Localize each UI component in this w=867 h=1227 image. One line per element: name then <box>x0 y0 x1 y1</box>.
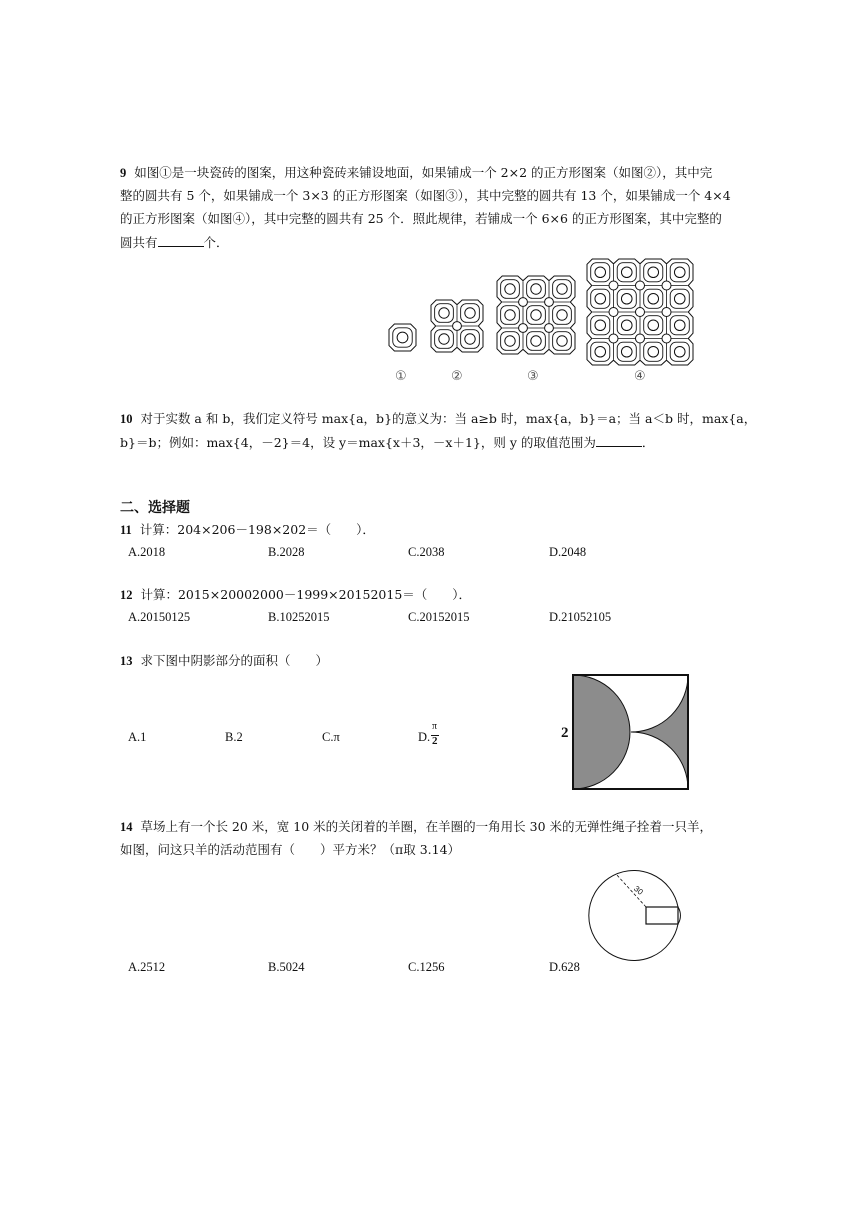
q13-question: 13 求下图中阴影部分的面积（ ） <box>120 653 328 668</box>
right-curved-region <box>631 675 688 789</box>
q14-option-b[interactable]: B.5024 <box>268 960 305 974</box>
q11-option-a[interactable]: A.2018 <box>128 545 166 559</box>
tile-circle <box>648 293 659 304</box>
q14-number: 14 <box>120 820 133 834</box>
tile-circle <box>505 284 515 294</box>
sheep-pen <box>646 907 678 924</box>
q11-option-c[interactable]: C.2038 <box>408 545 445 559</box>
tile-circle <box>557 336 567 346</box>
tile-grid-1x1 <box>389 324 416 351</box>
section-title: 二、选择题 <box>120 500 190 516</box>
q12-option-d[interactable]: D.21052105 <box>549 610 612 624</box>
figure-caption-3: ③ <box>527 369 539 384</box>
q9-line3: 的正方形图案（如图④），其中完整的圆共有 25 个．照此规律，若铺成一个 6×6 的正方形图案，其中完整的 <box>120 211 722 226</box>
q13-option-b[interactable]: B.2 <box>225 730 243 744</box>
tile-circle <box>621 320 632 331</box>
joint-circle <box>635 334 644 343</box>
tile-grid-3x3 <box>497 276 575 354</box>
tile-circle <box>505 336 515 346</box>
tile-circle <box>531 310 541 320</box>
q9-line1: 9 如图①是一块瓷砖的图案，用这种瓷砖来铺设地面，如果铺成一个 2×2 的正方形图案（如图②），其中完 <box>120 165 713 180</box>
tile-circle <box>531 284 541 294</box>
tile-circle <box>621 293 632 304</box>
joint-circle <box>662 307 671 316</box>
q10-number: 10 <box>120 412 133 426</box>
tile-circle <box>595 320 606 331</box>
left-half-disc <box>573 675 630 789</box>
tile-circle <box>557 310 567 320</box>
joint-circle <box>519 298 528 307</box>
figure-caption-1: ① <box>395 369 407 384</box>
q11-option-b[interactable]: B.2028 <box>268 545 305 559</box>
q9-line4: 圆共有 个． <box>120 235 229 250</box>
q14-option-d[interactable]: D.628 <box>549 960 580 974</box>
q12-option-a[interactable]: A.20150125 <box>128 610 191 624</box>
q11-number: 11 <box>120 523 132 537</box>
joint-circle <box>545 298 554 307</box>
tile-circle <box>674 320 685 331</box>
q10-line1: 10 对于实数 a 和 b，我们定义符号 max{a，b}的意义为：当 a≥b 时，max{a，b}＝a；当 a＜b 时，max{a， <box>120 411 757 426</box>
tile-circle <box>648 320 659 331</box>
joint-circle <box>635 307 644 316</box>
square-side-label: 2 <box>561 725 569 741</box>
joint-circle <box>519 324 528 333</box>
tile-circle <box>439 308 449 318</box>
tile-circle <box>674 346 685 357</box>
shaded-square-figure <box>572 674 690 790</box>
tile-circle <box>557 284 567 294</box>
tile-grid-2x2 <box>431 300 483 352</box>
joint-circle <box>453 322 462 331</box>
tile-circle <box>595 293 606 304</box>
q11-question: 11 计算：204×206－198×202＝（ ）． <box>120 522 375 537</box>
joint-circle <box>662 334 671 343</box>
q14-option-a[interactable]: A.2512 <box>128 960 166 974</box>
q14-option-c[interactable]: C.1256 <box>408 960 445 974</box>
tile-circle <box>648 267 659 278</box>
radius-label: 30 <box>632 884 645 897</box>
joint-circle <box>609 281 618 290</box>
q9-number: 9 <box>120 166 127 180</box>
tile-circle <box>648 346 659 357</box>
joint-circle <box>609 307 618 316</box>
tile-circle <box>439 334 449 344</box>
tile-circle <box>621 267 632 278</box>
tile-circle <box>465 308 475 318</box>
q9-line2: 整的圆共有 5 个，如果铺成一个 3×3 的正方形图案（如图③），其中完整的圆共有 13 个，如果铺成一个 4×4 <box>120 188 731 203</box>
tile-circle <box>397 332 408 343</box>
q12-question: 12 计算：2015×20002000－1999×20152015＝（ ）． <box>120 587 472 602</box>
tile-circle <box>621 346 632 357</box>
tile-pattern-figures <box>0 0 867 400</box>
joint-circle <box>609 334 618 343</box>
tile-circle <box>505 310 515 320</box>
figure-caption-4: ④ <box>634 369 646 384</box>
joint-circle <box>635 281 644 290</box>
q12-option-b[interactable]: B.10252015 <box>268 610 330 624</box>
joint-circle <box>545 324 554 333</box>
q12-option-c[interactable]: C.20152015 <box>408 610 470 624</box>
q13-number: 13 <box>120 654 133 668</box>
tile-grid-4x4 <box>587 259 693 365</box>
fraction-numerator: π <box>432 721 438 732</box>
tile-circle <box>595 267 606 278</box>
q10-line2: b}＝b；例如：max{4，－2}＝4，设 y＝max{x＋3，－x＋1}，则 y 的取值范围为 ． <box>120 435 655 450</box>
fraction-denominator: 2 <box>432 735 438 747</box>
q13-option-c[interactable]: C.π <box>322 730 340 744</box>
sheep-range-figure <box>600 862 710 972</box>
q13-option-a[interactable]: A.1 <box>128 730 147 744</box>
q14-line2: 如图，问这只羊的活动范围有（ ）平方米？（π取 3.14） <box>120 842 461 857</box>
q11-option-d[interactable]: D.2048 <box>549 545 587 559</box>
joint-circle <box>662 281 671 290</box>
tile-circle <box>595 346 606 357</box>
tile-circle <box>674 267 685 278</box>
q14-line1: 14 草场上有一个长 20 米，宽 10 米的关闭着的羊圈，在羊圈的一角用长 30 米的无弹性绳子拴着一只羊， <box>120 819 713 834</box>
q12-number: 12 <box>120 588 133 602</box>
figure-caption-2: ② <box>451 369 463 384</box>
tile-circle <box>674 293 685 304</box>
answer-blank[interactable] <box>596 434 642 447</box>
tile-circle <box>531 336 541 346</box>
tile-circle <box>465 334 475 344</box>
